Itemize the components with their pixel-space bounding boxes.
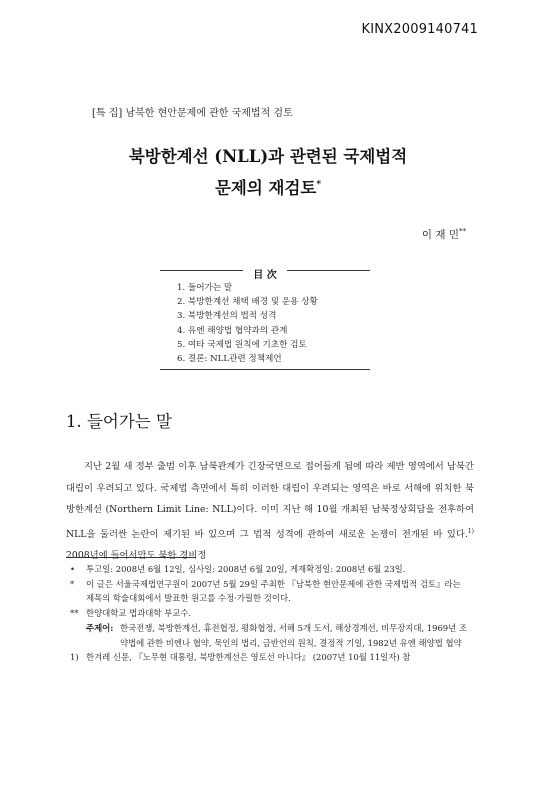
toc-item: 2. 북방한계선 채택 배경 및 운용 상황 bbox=[177, 297, 318, 308]
body-text-cont: 2008년에 들어서만도 북한 경비정 bbox=[66, 550, 207, 562]
document-id: KINX2009140741 bbox=[361, 22, 478, 37]
footnotes bbox=[70, 562, 470, 665]
special-issue-label: [특 집] 남북한 현안문제에 관한 국제법적 검토 bbox=[92, 108, 293, 119]
author-footnote-mark: ** bbox=[459, 227, 466, 236]
body-paragraph bbox=[66, 456, 474, 567]
footnote-mark: * bbox=[70, 578, 75, 589]
toc-item: 4. 유엔 해양법 협약과의 관계 bbox=[177, 325, 288, 336]
article-title-line2-text: 문제의 재검토 bbox=[214, 178, 317, 198]
footnote-double-star bbox=[70, 606, 470, 621]
body-text-main: 지난 2월 새 정부 출범 이후 남북관계가 긴장국면으로 접어들게 됨에 따라 제반 영역에서 남북간 대립이 우려되고 있다. 국제법 측면에서 특히 이러한 대립이 우려되는 영역은 바로 서해에 위치한 북방한계선 (Northern Limit Line: NLL)이다. 이미 지난 해 10월 개최된 남북정상회담을 전후하여 NLL을 둘러싼 논란이 제기된 바 있으며 그 법적 성격에 관하여 새로운 논쟁이 전개된 바 있다. bbox=[66, 461, 474, 540]
toc-heading: 目 次 bbox=[243, 266, 286, 281]
toc-item: 1. 들어가는 말 bbox=[177, 283, 233, 293]
keywords-label: 주제어: bbox=[86, 623, 114, 633]
table-of-contents bbox=[160, 270, 370, 370]
section-heading: 1. 들어가는 말 bbox=[66, 412, 172, 431]
footnote-ref: 1) bbox=[467, 527, 474, 535]
keywords-text: 한국전쟁, 북방한계선, 휴전협정, 평화협정, 서해 5개 도서, 해상경계선, 비무장지대, 1969년 조약법에 관한 비엔나 협약, 묵인의 법리, 금반언의 원칙, 결정적 기일, 1982년 유엔 해양법 협약 bbox=[120, 623, 467, 648]
toc-list bbox=[177, 281, 318, 366]
toc-item: 5. 여타 국제법 원칙에 기초한 검토 bbox=[177, 339, 307, 350]
toc-item: 3. 북방한계선의 법적 성격 bbox=[177, 311, 277, 322]
footnote-text: 한겨레 신문, 『노무현 대통령, 북방한계선은 영토선 아니다』 (2007년 10월 11일자) 참 bbox=[86, 652, 411, 662]
article-title bbox=[0, 143, 536, 203]
article-title-line2 bbox=[0, 171, 536, 203]
footnote-text: 이 글은 서울국제법연구원이 2007년 5월 29일 주최한 『남북한 현안문제에 관한 국제법적 검토』라는 제목의 학술대회에서 발표한 원고를 수정·가필한 것이다. bbox=[86, 578, 461, 603]
footnote-dates bbox=[70, 562, 470, 577]
footnote-mark: • bbox=[70, 564, 75, 574]
author-name-text: 이 재 민 bbox=[421, 229, 459, 241]
footnote-mark: ** bbox=[70, 607, 79, 618]
footnote-star bbox=[70, 577, 470, 606]
footnote-text: 한양대학교 법과대학 부교수. bbox=[86, 607, 192, 618]
keywords bbox=[70, 621, 470, 650]
toc-item: 6. 결론: NLL관련 정책제언 bbox=[177, 354, 282, 365]
footnote-mark: 1) bbox=[70, 652, 79, 662]
article-title-line1: 북방한계선 (NLL)과 관련된 국제법적 bbox=[128, 147, 408, 166]
title-footnote-mark: * bbox=[316, 180, 322, 190]
footnote-divider bbox=[66, 557, 196, 558]
footnote-text: 투고일: 2008년 6월 12일, 심사일: 2008년 6월 20일, 게재확정일: 2008년 6월 23일. bbox=[86, 564, 406, 574]
footnote-1 bbox=[70, 650, 470, 665]
author-name bbox=[422, 227, 466, 242]
